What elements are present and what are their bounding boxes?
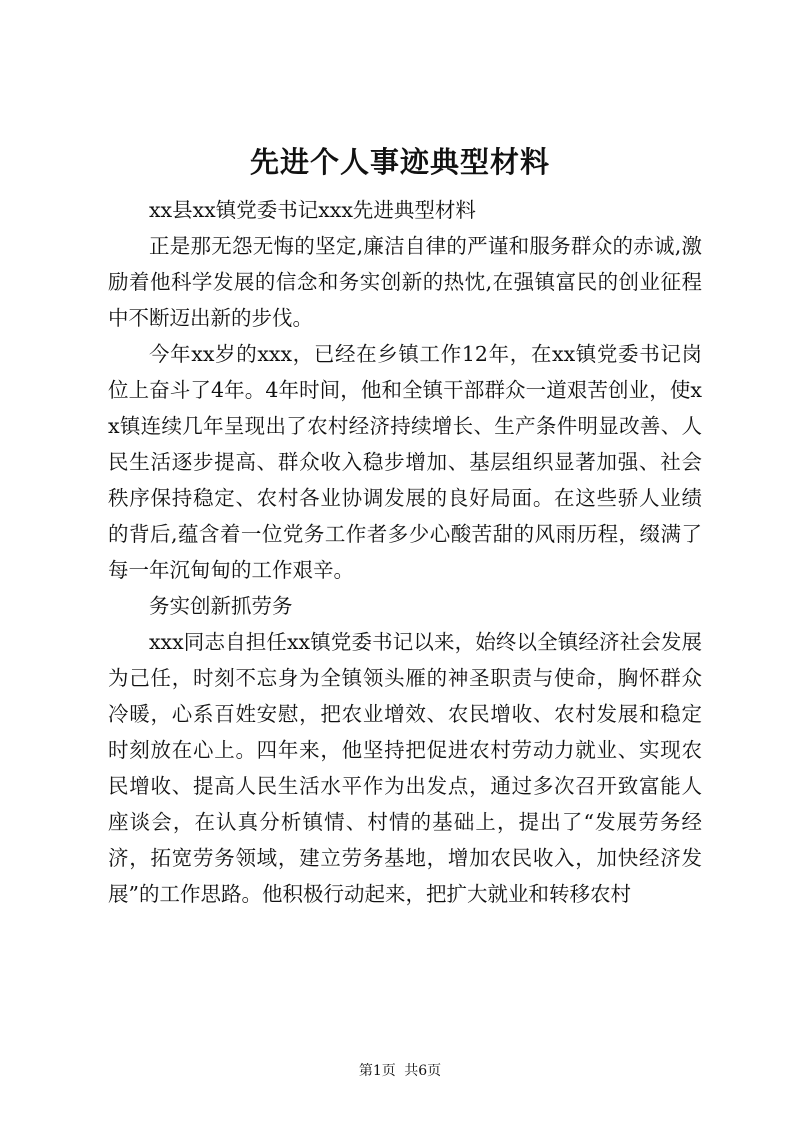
subtitle-paragraph: xx县xx镇党委书记xxx先进典型材料 [149,198,476,222]
page-total: 共6页 [404,1063,442,1079]
body-paragraph: 今年xx岁的xxx，已经在乡镇工作12年，在xx镇党委书记岗位上奋斗了4年。4年时间，他和全镇干部群众一道艰苦创业，使xx镇连续几年呈现出了农村经济持续增长、生产条件明显改善、人民生活逐步提高、群众收入稳步增加、基层组织显著加强、社会秩序保持稳定、农村各业协调发展的良好局面。在这些骄人业绩的背后,蕴含着一位党务工作者多少心酸苦甜的风雨历程，缀满了每一年沉甸甸的工作艰辛。 [108,342,702,582]
document-body [108,192,702,912]
page-number: 第1页 [358,1063,396,1079]
body-paragraph: 正是那无怨无悔的坚定,廉洁自律的严谨和服务群众的赤诚,激励着他科学发展的信念和务实创新的热忱,在强镇富民的创业征程中不断迈出新的步伐。 [108,234,702,330]
body-paragraph: xxx同志自担任xx镇党委书记以来，始终以全镇经济社会发展为己任，时刻不忘身为全镇领头雁的神圣职责与使命，胸怀群众冷暖，心系百姓安慰，把农业增效、农民增收、农村发展和稳定时刻放在心上。四年来，他坚持把促进农村劳动力就业、实现农民增收、提高人民生活水平作为出发点，通过多次召开致富能人座谈会，在认真分析镇情、村情的基础上，提出了“发展劳务经济，拓宽劳务领域，建立劳务基地，增加农民收入，加快经济发展”的工作思路。他积极行动起来，把扩大就业和转移农村 [108,630,702,906]
page-footer [0,1062,800,1080]
section-heading: 务实创新抓劳务 [149,594,293,618]
document-title: 先进个人事迹典型材料 [249,145,550,179]
